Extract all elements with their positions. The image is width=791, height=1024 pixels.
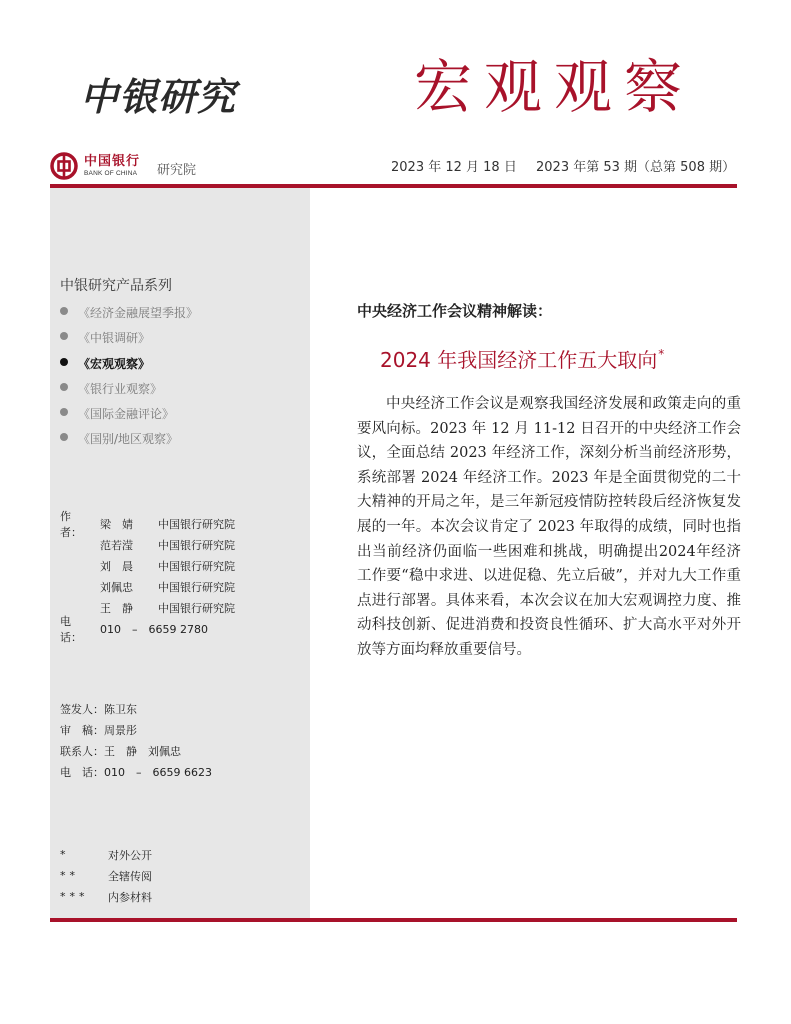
product-item xyxy=(60,329,198,354)
level-row xyxy=(60,886,152,907)
product-label: 《银行业观察》 xyxy=(78,381,163,396)
author-name: 王 静 xyxy=(100,601,133,615)
signer-label: 签发人： xyxy=(60,702,104,716)
reviewer-row xyxy=(60,719,212,740)
report-date: 2023 年 12 月 18 日 xyxy=(391,160,517,175)
headline-text: 2024 年我国经济工作五大取向 xyxy=(380,348,658,372)
product-item-active xyxy=(60,355,198,380)
issue-number: 2023 年第 53 期（总第 508 期） xyxy=(536,160,736,175)
product-item xyxy=(60,405,198,430)
author-name: 梁 婧 xyxy=(100,517,133,531)
level-stars: * xyxy=(60,848,70,861)
contact-phone: 010 – 6659 6623 xyxy=(104,765,212,779)
sidebar xyxy=(50,188,310,918)
level-row xyxy=(60,844,152,865)
reviewer-label: 审 稿： xyxy=(60,723,104,737)
authors-phone: 010 – 6659 2780 xyxy=(100,622,208,636)
author-name: 刘 晨 xyxy=(100,559,133,573)
article-headline xyxy=(380,344,664,373)
bank-name-cn: 中国银行 xyxy=(84,153,141,169)
product-item xyxy=(60,304,198,329)
headline-footnote-mark: * xyxy=(658,347,665,361)
contact-phone-row xyxy=(60,761,212,782)
author-row xyxy=(60,509,235,539)
author-name: 刘佩忠 xyxy=(100,580,133,594)
signoff-block xyxy=(60,698,212,782)
product-label: 《国别/地区观察》 xyxy=(78,432,179,447)
level-label: 内参材料 xyxy=(108,890,152,904)
product-series-list xyxy=(60,304,198,456)
signer-row xyxy=(60,698,212,719)
bullet-icon xyxy=(60,307,68,315)
product-item xyxy=(60,430,198,455)
phone-label: 电 话： xyxy=(60,614,82,644)
author-row xyxy=(60,576,235,597)
author-affiliation: 中国银行研究院 xyxy=(158,559,235,573)
level-label: 全辖传阅 xyxy=(108,869,152,883)
level-label: 对外公开 xyxy=(108,848,152,862)
bullet-icon xyxy=(60,433,68,441)
level-stars: *** xyxy=(60,890,89,903)
product-item xyxy=(60,380,198,405)
authors-label: 作 者： xyxy=(60,509,82,539)
signer-name: 陈卫东 xyxy=(104,702,137,716)
product-label: 《宏观观察》 xyxy=(78,356,151,371)
footer-divider xyxy=(50,918,737,922)
author-name: 范若滢 xyxy=(100,538,133,552)
bullet-icon xyxy=(60,408,68,416)
author-affiliation: 中国银行研究院 xyxy=(158,517,235,531)
bank-logo xyxy=(50,150,140,182)
author-affiliation: 中国银行研究院 xyxy=(158,601,235,615)
level-stars: ** xyxy=(60,869,79,882)
bank-name-en: BANK OF CHINA xyxy=(84,169,138,177)
level-row xyxy=(60,865,152,886)
product-label: 《中银调研》 xyxy=(78,331,151,346)
bullet-icon xyxy=(60,383,68,391)
products-heading: 中银研究产品系列 xyxy=(60,278,172,294)
article-body: 中央经济工作会议是观察我国经济发展和政策走向的重要风向标。2023 年 12 月 11-12 日召开的中央经济工作会议，全面总结 2023 年经济工作，深刻分析当前经济形势，系统部署 2024 年经济工作。2023 年是全面贯彻党的二十大精神的开局之年，是三年新冠疫情防控转段后经济恢复发展的一年。本次会议肯定了 2023 年取得的成绩，同时也指出当前经济仍面临一些困难和挑战，明确提出2024年经济工作要“稳中求进、以进促稳、先立后破”，并对九大工作重点进行部署。具体来看，本次会议在加大宏观调控力度、推动科技创新、促进消费和投资良性循环、扩大高水平对外开放等方面均释放重要信号。 xyxy=(357,396,741,658)
institute-label: 研究院 xyxy=(157,163,197,178)
brand-calligraphy: 中银研究 xyxy=(80,74,237,119)
authors-phone-row xyxy=(60,614,235,644)
contact-label: 联系人： xyxy=(60,744,104,758)
product-label: 《经济金融展望季报》 xyxy=(78,306,199,320)
series-title: 宏观观察 xyxy=(414,53,695,121)
reviewer-name: 周景彤 xyxy=(104,723,137,737)
author-affiliation: 中国银行研究院 xyxy=(158,538,235,552)
bullet-icon xyxy=(60,358,68,366)
author-row xyxy=(60,555,235,576)
authors-block xyxy=(60,509,235,644)
contact-names: 王 静 刘佩忠 xyxy=(104,744,181,758)
author-affiliation: 中国银行研究院 xyxy=(158,580,235,594)
bank-of-china-emblem-icon xyxy=(50,152,78,180)
phone-label: 电 话： xyxy=(60,765,104,779)
bullet-icon xyxy=(60,332,68,340)
product-label: 《国际金融评论》 xyxy=(78,407,175,422)
article-subtitle: 中央经济工作会议精神解读： xyxy=(357,302,553,320)
contact-row xyxy=(60,740,212,761)
distribution-levels xyxy=(60,844,152,907)
